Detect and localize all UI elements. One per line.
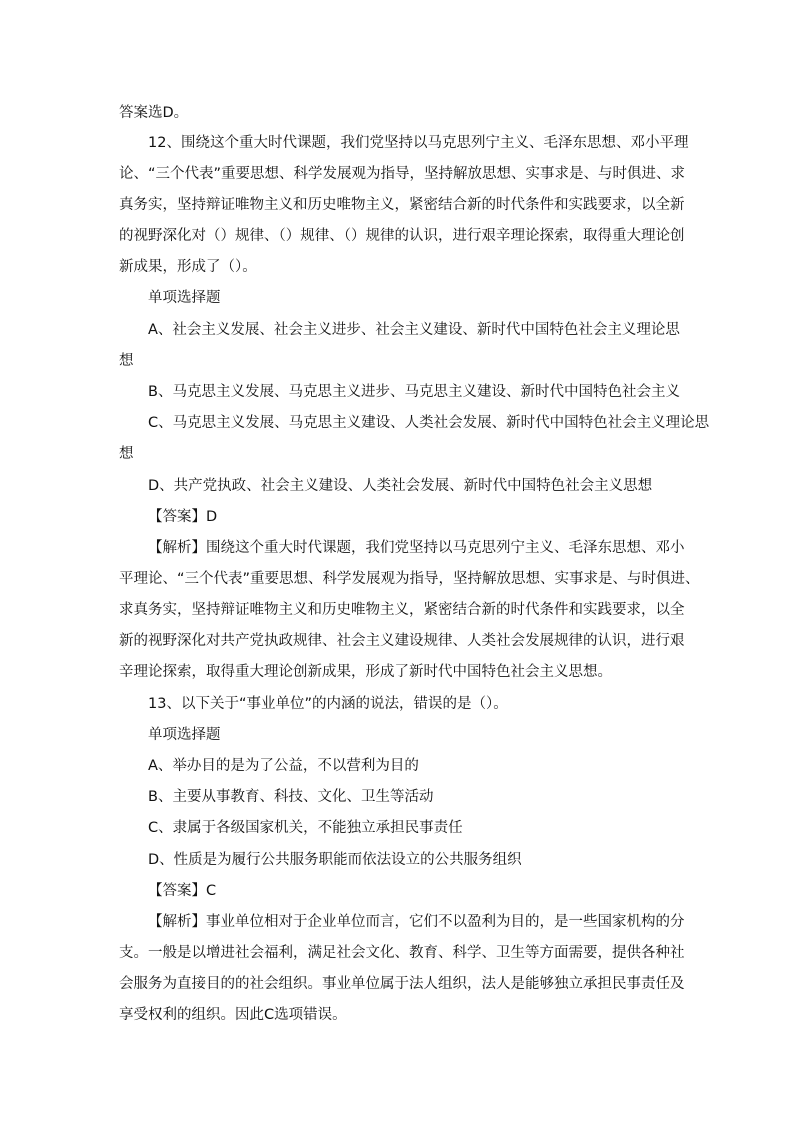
q12-stem-line-5: 新成果，形成了（）。 [119,259,257,275]
q13-analysis-line-2: 支。一般是以增进社会福利，满足社会文化、教育、科学、卫生等方面需要，提供各种社 [119,945,685,961]
q12-stem-line-4: 的视野深化对（）规律、（）规律、（）规律的认识，进行艰辛理论探索，取得重大理论创 [119,228,685,244]
q13-answer: 【答案】C [148,883,217,899]
q12-stem-line-2: 论、“三个代表”重要思想、科学发展观为指导，坚持解放思想、实事求是、与时俱进、求 [119,166,686,182]
q12-option-a-wrap: 想 [119,353,134,369]
q13-option-d: D、性质是为履行公共服务职能而依法设立的公共服务组织 [148,852,522,868]
q13-analysis-line-3: 会服务为直接目的的社会组织。事业单位属于法人组织，法人是能够独立承担民事责任及 [119,976,685,992]
q12-option-a: A、社会主义发展、社会主义进步、社会主义建设、新时代中国特色社会主义理论思 [148,322,680,338]
q12-analysis-line-1: 【解析】围绕这个重大时代课题，我们党坚持以马克思列宁主义、毛泽东思想、邓小 [148,540,685,556]
q12-analysis-line-4: 新的视野深化对共产党执政规律、社会主义建设规律、人类社会发展规律的认识，进行艰 [119,633,685,649]
q12-option-d: D、共产党执政、社会主义建设、人类社会发展、新时代中国特色社会主义思想 [148,478,653,494]
q12-option-b: B、马克思主义发展、马克思主义进步、马克思主义建设、新时代中国特色社会主义 [148,384,680,400]
q12-option-c: C、马克思主义发展、马克思主义建设、人类社会发展、新时代中国特色社会主义理论思 [148,415,710,431]
previous-answer-text: 答案选D。 [119,105,189,121]
q13-question-type: 单项选择题 [148,727,221,743]
q12-answer: 【答案】D [148,509,218,525]
q13-option-a: A、举办目的是为了公益，不以营利为目的 [148,758,419,774]
q12-analysis-line-3: 求真务实，坚持辩证唯物主义和历史唯物主义，紧密结合新的时代条件和实践要求，以全 [119,602,685,618]
q13-option-c: C、隶属于各级国家机关，不能独立承担民事责任 [148,820,463,836]
q12-analysis-line-2: 平理论、“三个代表”重要思想、科学发展观为指导，坚持解放思想、实事求是、与时俱进、 [119,571,700,587]
q12-analysis-line-5: 辛理论探索，取得重大理论创新成果，形成了新时代中国特色社会主义思想。 [119,664,612,680]
q12-stem-line-1: 12、围绕这个重大时代课题，我们党坚持以马克思列宁主义、毛泽东思想、邓小平理 [148,135,689,151]
q12-option-c-wrap: 想 [119,446,134,462]
q13-option-b: B、主要从事教育、科技、文化、卫生等活动 [148,789,434,805]
q12-question-type: 单项选择题 [148,290,221,306]
q13-analysis-line-1: 【解析】事业单位相对于企业单位而言，它们不以盈利为目的，是一些国家机构的分 [148,914,685,930]
q13-analysis-line-4: 享受权利的组织。因此C选项错误。 [119,1007,347,1023]
q13-stem: 13、以下关于“事业单位”的内涵的说法，错误的是（）。 [148,696,508,712]
q12-stem-line-3: 真务实，坚持辩证唯物主义和历史唯物主义，紧密结合新的时代条件和实践要求，以全新 [119,197,685,213]
